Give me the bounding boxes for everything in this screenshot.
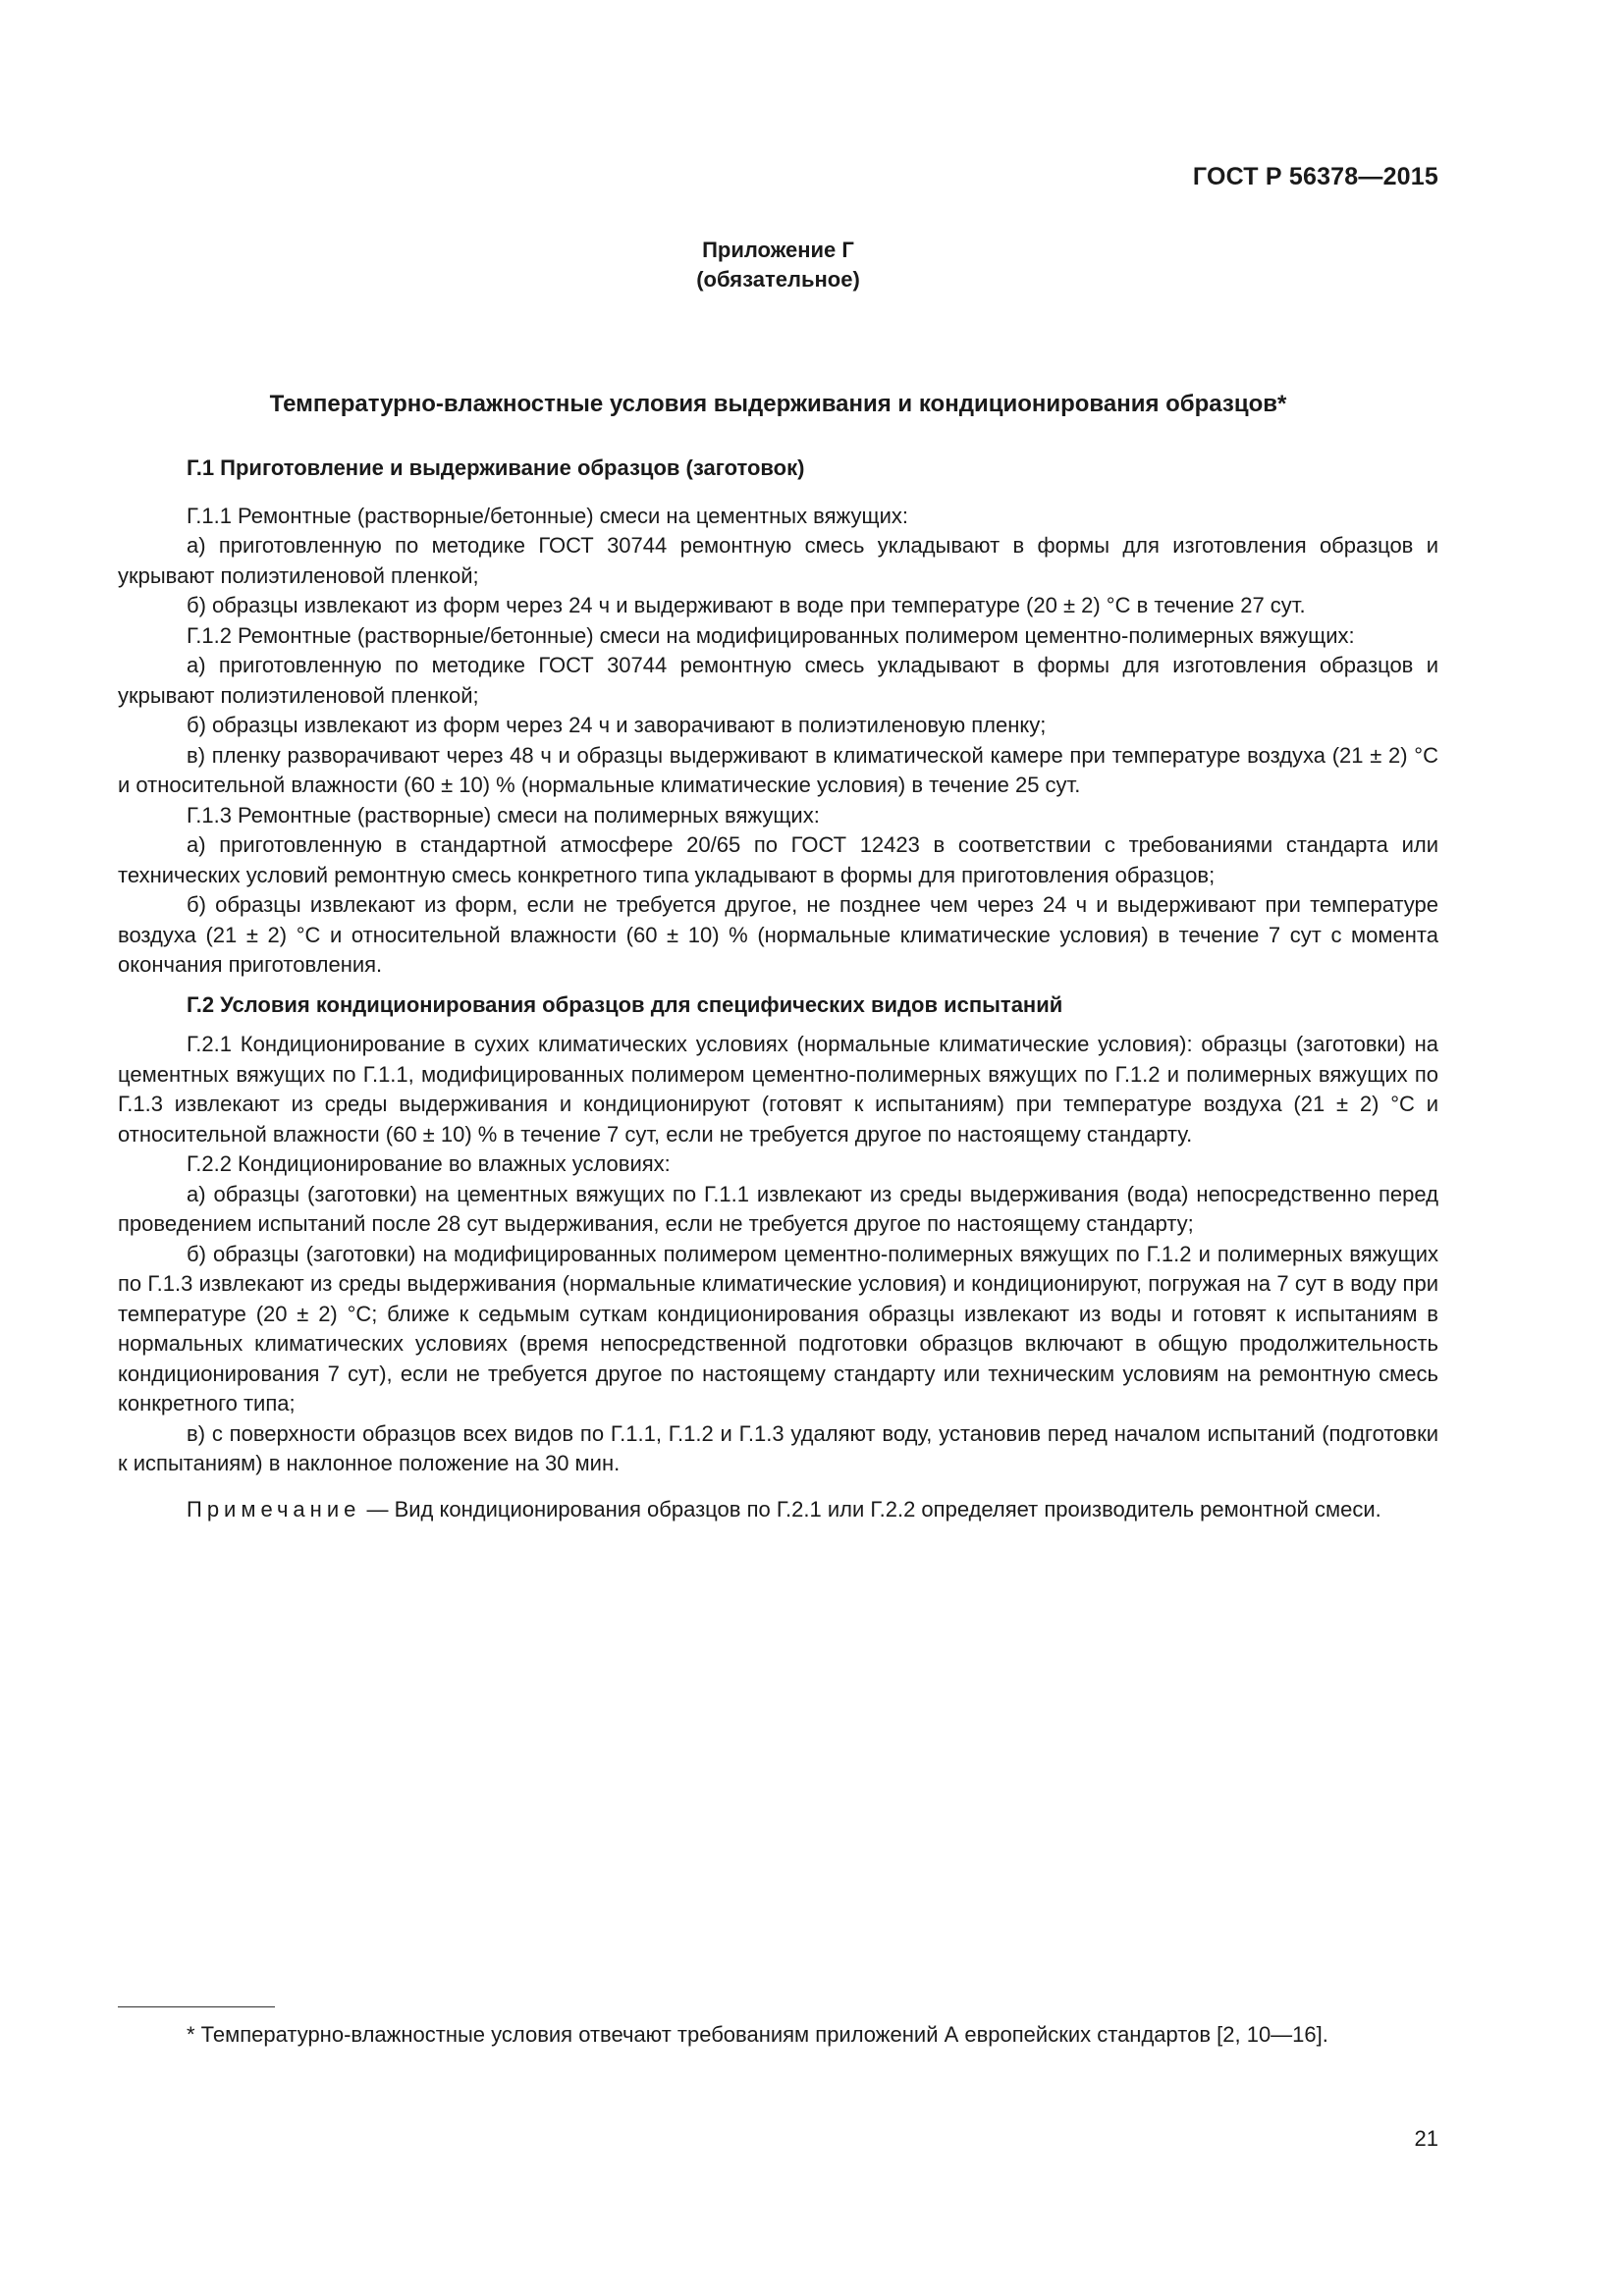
section-heading-g2: Г.2 Условия кондиционирования образцов для специфических видов испытаний (187, 991, 1063, 1017)
main-title: Температурно-влажностные условия выдерживания и кондиционирования образцов* (269, 391, 1287, 417)
paragraph: в) пленку разворачивают через 48 ч и образцы выдерживают в климатической камере при температуре воздуха (21 ± 2) °С и относительной влажности (60 ± 10) % (нормальные климатические условия) в течение 25 сут. (118, 742, 1438, 797)
paragraph: а) приготовленную в стандартной атмосфере 20/65 по ГОСТ 12423 в соответствии с требованиями стандарта или технических условий ремонтную смесь конкретного типа укладывают в формы для приготовления образцов; (118, 832, 1438, 887)
paragraph: Г.1.1 Ремонтные (растворные/бетонные) смеси на цементных вяжущих: (187, 503, 909, 528)
paragraph: Г.2.1 Кондиционирование в сухих климатических условиях (нормальные климатические условия): образцы (заготовки) на цементных вяжущих по Г.1.1, модифицированных полимером цементно-полимерных вяжущих по Г.1.2 и полимерных вяжущих по Г.1.3 извлекают из среды выдерживания и кондиционируют (готовят к испытаниям) при температуре воздуха (21 ± 2) °С и относительной влажности (60 ± 10) % в течение 7 сут, если не требуется другое по настоящему стандарту. (118, 1032, 1438, 1147)
paragraph: Г.2.2 Кондиционирование во влажных условиях: (187, 1151, 671, 1176)
appendix-title: Приложение Г (702, 238, 854, 262)
paragraph: а) приготовленную по методике ГОСТ 30744 ремонтную смесь укладывают в формы для изготовления образцов и укрывают полиэтиленовой пленкой; (118, 533, 1438, 588)
note-label: Примечание (187, 1496, 361, 1522)
paragraph: а) образцы (заготовки) на цементных вяжущих по Г.1.1 извлекают из среды выдерживания (вода) непосредственно перед проведением испытаний после 28 сут выдерживания, если не требуется другое по настоящему стандарту; (118, 1181, 1438, 1236)
note-text: — Вид кондиционирования образцов по Г.2.1 или Г.2.2 определяет производитель ремонтной смеси. (360, 1496, 1381, 1522)
appendix-status: (обязательное) (696, 267, 860, 292)
paragraph: Г.1.3 Ремонтные (растворные) смеси на полимерных вяжущих: (187, 802, 820, 828)
document-body (118, 454, 1438, 1524)
section-heading-g1: Г.1 Приготовление и выдерживание образцов (заготовок) (187, 455, 805, 480)
footnote-divider (118, 2006, 275, 2007)
paragraph: б) образцы извлекают из форм, если не требуется другое, не позднее чем через 24 ч и выдерживают при температуре воздуха (21 ± 2) °С и относительной влажности (60 ± 10) % (нормальные климатические условия) в течение 7 сут с момента окончания приготовления. (118, 892, 1438, 977)
paragraph: в) с поверхности образцов всех видов по Г.1.1, Г.1.2 и Г.1.3 удаляют воду, установив перед началом испытаний (подготовки к испытаниям) в наклонное положение на 30 мин. (118, 1420, 1438, 1475)
note (118, 1495, 1438, 1525)
appendix-header (118, 236, 1438, 294)
footnote: * Температурно-влажностные условия отвечают требованиям приложений А европейских стандартов [2, 10—16]. (187, 2022, 1328, 2047)
paragraph: б) образцы извлекают из форм через 24 ч и заворачивают в полиэтиленовую пленку; (187, 713, 1047, 737)
paragraph: б) образцы (заготовки) на модифицированных полимером цементно-полимерных вяжущих по Г.1.2 и полимерных вяжущих по Г.1.3 извлекают из среды выдерживания (нормальные климатические условия) и кондиционируют, погружая на 7 сут в воду при температуре (20 ± 2) °С; ближе к седьмым суткам кондиционирования образцы извлекают из воды и готовят к испытаниям в нормальных климатических условиях (время непосредственной подготовки образцов включают в общую продолжительность кондиционирования 7 сут), если не требуется другое по настоящему стандарту или техническим условиям на ремонтную смесь конкретного типа; (118, 1241, 1438, 1415)
document-page (118, 0, 1438, 2296)
paragraph: а) приготовленную по методике ГОСТ 30744 ремонтную смесь укладывают в формы для изготовления образцов и укрывают полиэтиленовой пленкой; (118, 653, 1438, 708)
paragraph: Г.1.2 Ремонтные (растворные/бетонные) смеси на модифицированных полимером цементно-полимерных вяжущих: (187, 622, 1355, 648)
document-code: ГОСТ Р 56378—2015 (1192, 163, 1438, 190)
page-number: 21 (1414, 2126, 1438, 2151)
paragraph: б) образцы извлекают из форм через 24 ч и выдерживают в воде при температуре (20 ± 2) °С в течение 27 сут. (187, 593, 1306, 617)
